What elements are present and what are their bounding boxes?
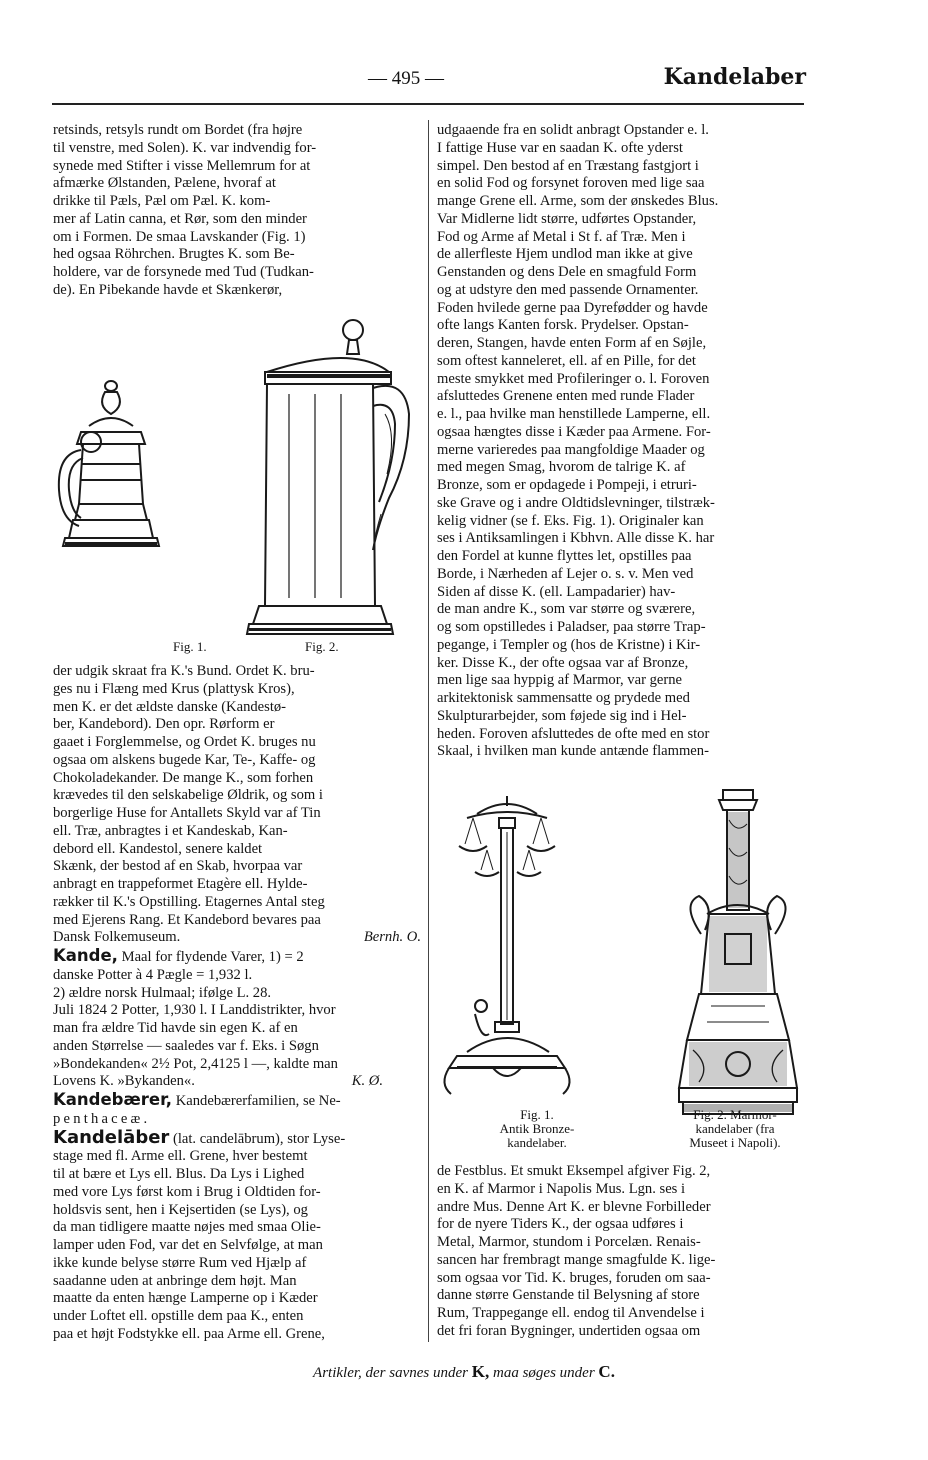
text-line: for de nyere Tiders K., der ogsaa udføres i	[437, 1216, 684, 1233]
text-line: mange Grene ell. Arme, som der ønskedes Blus.	[437, 193, 719, 209]
text-line: pegange, i Templer og (hos de Kristne) i Kir-	[437, 636, 701, 653]
text-line: Var Midlerne lidt større, udførtes Opstander,	[437, 210, 697, 227]
text-line: ofte langs Kanten forsk. Prydelser. Opstan-	[437, 317, 689, 334]
text-line: meste smykket med Profileringer o. l. Foroven	[437, 370, 710, 387]
text-line: Siden af disse K. (ell. Lampadarier) hav-	[437, 583, 676, 600]
text-line: med megen Smag, hvorom de talrige K. af	[437, 459, 686, 476]
text-line: gaaet i Forglemmelse, og Ordet K. bruges nu	[53, 734, 316, 750]
header-rule	[52, 103, 804, 105]
figure-caption: Fig. 2. Marmor- kandelaber (fra Museet i Napoli).	[689, 1107, 781, 1150]
text-line: merne varieredes paa mangfoldige Maader og	[437, 441, 705, 458]
entry-headword: Kande,	[53, 946, 118, 965]
text-line: afmærke Ølstanden, Pælene, hvoraf at	[53, 175, 276, 192]
text-line: ogsaa hængtes disse i Kæder paa Armene. For-	[437, 423, 711, 440]
text-line: Foden hvilede gerne paa Dyrefødder og havde	[437, 299, 708, 316]
candelabra-figure	[437, 784, 805, 1160]
text-line: retsinds, retsyls rundt om Bordet (fra højre	[53, 122, 303, 138]
text-line: anbragt en trappeformet Etagère ell. Hylde-	[53, 876, 308, 892]
entry-line: Kandelāber (lat. candelābrum), stor Lyse-	[53, 1126, 346, 1148]
text-line: drikke til Pæls, Pæl om Pæl. K. kom-	[53, 193, 271, 209]
text-line: Skænk, der bestod af en Skab, hvorpaa var	[53, 858, 303, 875]
author-signature: K. Ø.	[351, 1073, 383, 1090]
right-column-bottom-text	[437, 1163, 805, 1341]
text-line: ses i Antiksamlingen i Kbhvn. Alle disse K. har	[437, 530, 715, 547]
text-line: maatte da enten hænge Lamperne op i Kæder	[53, 1290, 318, 1307]
text-line: sancen har frembragt mange smagfulde K. lige-	[437, 1251, 716, 1268]
page-number: — 495 —	[368, 68, 444, 89]
text-line: »Bondekanden« 2½ Pot, 2,4125 l —, kaldte man	[53, 1055, 338, 1072]
left-column-top-text	[53, 122, 421, 300]
text-line: ell. Træ, anbragtes i et Kandeskab, Kan-	[53, 822, 288, 839]
text-line: Metal, Marmor, stundom i Porcelæn. Renais-	[437, 1234, 701, 1250]
text-line: de allerfleste Hjem undlod man ikke at give	[437, 246, 693, 263]
text-line: penthaceæ.	[53, 1110, 151, 1127]
text-line: Skaal, i hvilken man kunde antænde flammen-	[437, 743, 709, 760]
text-line: Lovens K. »Bykanden«. K. Ø.	[53, 1073, 383, 1090]
text-line: debord ell. Kandestol, senere kaldet	[53, 840, 263, 857]
text-line: de). En Pibekande havde et Skænkerør,	[53, 281, 283, 298]
text-line: Borde, i Nærheden af Lejer o. s. v. Men ved	[437, 565, 694, 582]
author-signature: Bernh. O.	[363, 929, 421, 946]
text-line: paa et højt Fodstykke ell. paa Arme ell. Grene,	[53, 1325, 325, 1342]
text-line: udgaaende fra en solidt anbragt Opstander e. l.	[437, 122, 709, 138]
text-line: lamper uden Fod, var det en Selvfølge, at man	[53, 1237, 323, 1253]
text-line: kelig vidner (se f. Eks. Fig. 1). Originaler kan	[437, 512, 704, 529]
text-line: man fra ældre Tid havde sin egen K. af en	[53, 1020, 298, 1036]
text-line: Juli 1824 2 Potter, 1,930 l. I Landdistrikter, hvor	[53, 1002, 336, 1019]
text-line: under Loftet ell. opstille dem paa K., enten	[53, 1308, 304, 1324]
text-line: ber, Kandebord). Den opr. Rørform er	[53, 716, 275, 733]
text-line: til at bære et Lys ell. Blus. Da Lys i Lighed	[53, 1166, 305, 1182]
right-column-top-text	[437, 122, 805, 761]
text-line: men K. er det ældste danske (Kandestø-	[53, 698, 287, 715]
text-line: ske Grave og i andre Oldtidslevninger, tilstræk-	[437, 494, 715, 511]
figure-caption: Fig. 1. Antik Bronze- kandelaber.	[499, 1107, 575, 1150]
text-line: Chokoladekander. De mange K., som forhen	[53, 769, 314, 786]
text-line: holdsvis sent, hen i Kejsertiden (se Lys), og	[53, 1201, 308, 1218]
text-line: ikke kunde belyse større Rum ved Hjælp af	[53, 1254, 307, 1271]
running-head: Kandelaber	[663, 64, 806, 90]
candelabra-illustration	[437, 784, 805, 1160]
text-line: I fattige Huse var en saadan K. ofte yderst	[437, 139, 683, 156]
text-line: ker. Disse K., der ofte ogsaa var af Bronze,	[437, 654, 689, 671]
text-line: holdere, var de forsynede med Tud (Tudkan-	[53, 264, 314, 280]
text-line: rækker til K.'s Opstilling. Etagernes Antal steg	[53, 893, 325, 910]
text-line: simpel. Den bestod af en Træstang fastgjort i	[437, 157, 699, 174]
text-line: Dansk Folkemuseum. Bernh. O.	[53, 929, 421, 946]
text-line: borgerlige Huse for Antallets Skyld var af Tin	[53, 805, 321, 821]
text-line: 2) ældre norsk Hulmaal; ifølge L. 28.	[53, 984, 272, 1001]
figure-caption: Fig. 1.	[173, 639, 207, 654]
footer-note: Artikler, der savnes under K, maa søges under C.	[313, 1362, 615, 1381]
text-line: danske Potter à 4 Pægle = 1,932 l.	[53, 966, 253, 983]
text-line: deren, Stangen, havde enten Form af en Søjle,	[437, 335, 707, 351]
text-line: Fod og Arme af Metal i St f. af Træ. Men i	[437, 228, 686, 245]
text-line: Bronze, som er opdagede i Pompeji, i etruri-	[437, 477, 697, 493]
figure-caption: Fig. 2.	[305, 639, 339, 654]
text-line: som oftest kanneleret, ell. af en Pille, for det	[437, 352, 696, 369]
entry-headword: Kandebærer,	[53, 1090, 173, 1109]
text-line: til venstre, med Solen). K. var indvendig for-	[53, 139, 317, 156]
tankards-illustration	[53, 314, 421, 658]
text-line: Rum, Trappegange ell. endog til Anvendelse i	[437, 1305, 705, 1321]
text-line: e. l., paa hvilke man henstillede Lamperne, ell.	[437, 406, 711, 422]
text-line: danne større Genstande til Belysning af store	[437, 1287, 700, 1304]
entry-line: Kande, Maal for flydende Varer, 1) = 2	[53, 946, 304, 965]
column-divider	[428, 120, 429, 1342]
text-line: anden Størrelse — saaledes var f. Eks. i Søgn	[53, 1037, 319, 1054]
text-line: synede med Stifter i visse Mellemrum for at	[53, 157, 311, 174]
text-line: ogsaa om alskens bugede Kar, Te-, Kaffe- og	[53, 751, 316, 768]
text-line: den Fordel at kunne flyttes let, opstilles paa	[437, 548, 692, 564]
tankards-figure	[53, 314, 421, 658]
text-line: Skulpturarbejder, som føjede sig ind i Hel-	[437, 707, 687, 724]
text-line: hed ogsaa Röhrchen. Brugtes K. som Be-	[53, 246, 295, 263]
text-line: krævedes til den selskabelige Øldrik, og som i	[53, 787, 323, 804]
entry-headword: Kandelāber	[53, 1126, 170, 1148]
text-line: men lige saa hyppig af Marmor, var gerne	[437, 672, 682, 689]
text-line: en solid Fod og forsynet foroven med lige saa	[437, 175, 705, 192]
text-line: som ogsaa vor Tid. K. bruges, foruden om saa-	[437, 1269, 711, 1286]
left-column-bottom-text	[53, 663, 421, 1344]
text-line: og at udstyre den med passende Ornamenter.	[437, 281, 699, 298]
text-line: med Ejerens Rang. Et Kandebord bevares paa	[53, 911, 321, 928]
text-line: de Festblus. Et smukt Eksempel afgiver Fig. 2,	[437, 1163, 711, 1179]
entry-line: Kandebærer, Kandebærerfamilien, se Ne-	[53, 1090, 341, 1109]
text-line: saadanne uden at anbringe dem højt. Man	[53, 1272, 297, 1289]
text-line: mer af Latin canna, et Rør, som den minder	[53, 210, 307, 227]
text-line: med vore Lys først kom i Brug i Oldtiden for-	[53, 1183, 321, 1200]
text-line: om i Formen. De smaa Lavskander (Fig. 1)	[53, 228, 306, 245]
text-line: en K. af Marmor i Napolis Mus. Lgn. ses i	[437, 1180, 686, 1197]
text-line: heden. Foroven afsluttedes de ofte med en stor	[437, 725, 710, 742]
text-line: ges nu i Flæng med Krus (plattysk Kros),	[53, 680, 295, 697]
text-line: det fri foran Bygninger, undertiden ogsaa om	[437, 1322, 701, 1339]
text-line: andre Mus. Denne Art K. er blevne Forbilleder	[437, 1198, 711, 1215]
text-line: Genstanden og dens Dele en smagfuld Form	[437, 264, 697, 280]
text-line: stage med fl. Arme ell. Grene, hver bestemt	[53, 1148, 308, 1165]
text-line: de man andre K., som var større og sværere,	[437, 601, 696, 618]
text-line: afsluttedes Grenene enten med runde Flader	[437, 388, 695, 405]
text-line: der udgik skraat fra K.'s Bund. Ordet K. bru-	[53, 663, 315, 679]
text-line: da man tidligere maatte nøjes med smaa Olie-	[53, 1219, 321, 1236]
text-line: arkitektonisk sammensatte og prydede med	[437, 690, 690, 706]
text-line: og som opstilledes i Paladser, paa større Trap-	[437, 619, 706, 635]
